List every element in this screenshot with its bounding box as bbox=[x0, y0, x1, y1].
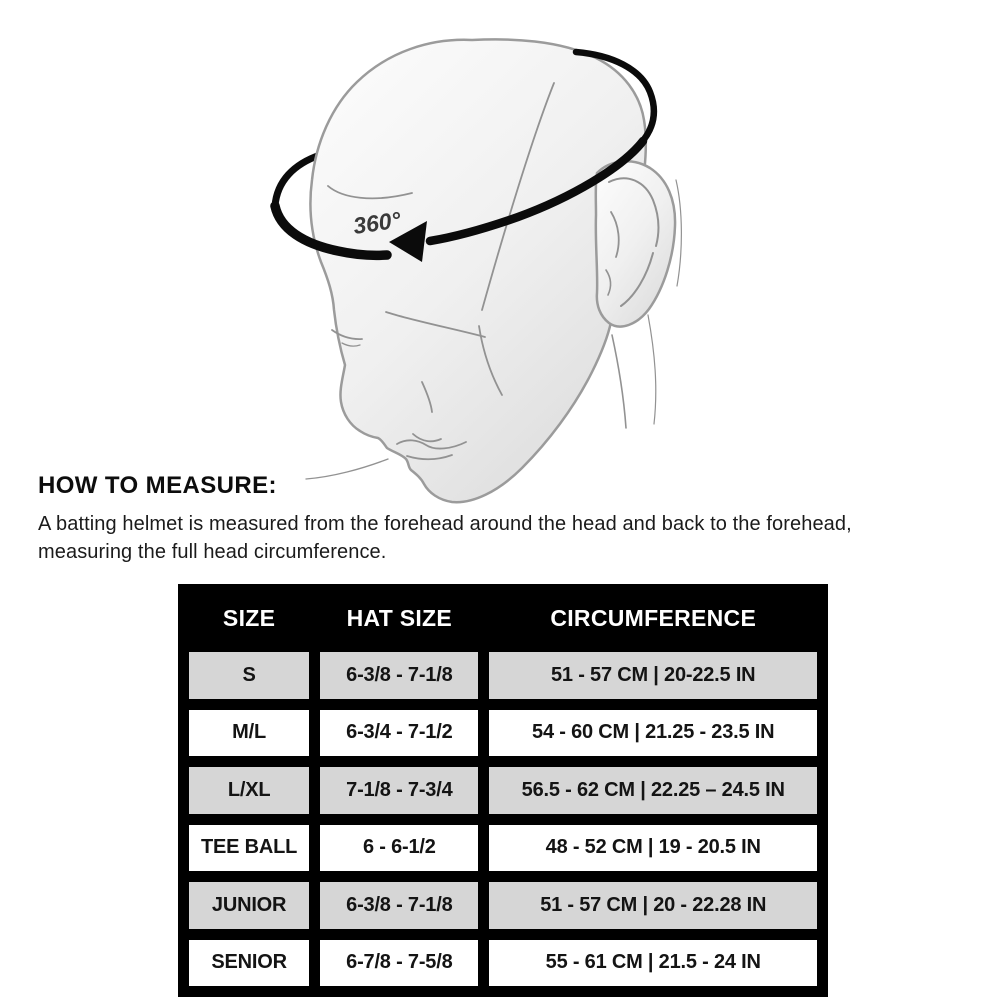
band-360-label: 360° bbox=[351, 206, 403, 239]
cell-junior-circumference: 51 - 57 CM | 20 - 22.28 IN bbox=[489, 882, 817, 929]
cell-m-l-circumference: 54 - 60 CM | 21.25 - 23.5 IN bbox=[489, 710, 817, 757]
how-to-measure-heading: HOW TO MEASURE: bbox=[38, 472, 277, 499]
size-table bbox=[178, 584, 828, 997]
cell-senior-circumference: 55 - 61 CM | 21.5 - 24 IN bbox=[489, 940, 817, 987]
cell-tee-ball-circumference: 48 - 52 CM | 19 - 20.5 IN bbox=[489, 825, 817, 872]
cell-s-hat-size: 6-3/8 - 7-1/8 bbox=[320, 652, 478, 699]
cell-m-l-size: M/L bbox=[189, 710, 309, 757]
cell-junior-size: JUNIOR bbox=[189, 882, 309, 929]
column-header-hat-size: HAT SIZE bbox=[346, 604, 453, 631]
cell-l-xl-circumference: 56.5 - 62 CM | 22.25 – 24.5 IN bbox=[489, 767, 817, 814]
cell-tee-ball-size: TEE BALL bbox=[189, 825, 309, 872]
cell-m-l-hat-size: 6-3/4 - 7-1/2 bbox=[320, 710, 478, 757]
column-header-circumference: CIRCUMFERENCE bbox=[550, 604, 757, 631]
ear bbox=[596, 161, 675, 326]
cell-s-circumference: 51 - 57 CM | 20-22.5 IN bbox=[489, 652, 817, 699]
cell-senior-size: SENIOR bbox=[189, 940, 309, 987]
cell-junior-hat-size: 6-3/8 - 7-1/8 bbox=[320, 882, 478, 929]
cell-s-size: S bbox=[189, 652, 309, 699]
cell-senior-hat-size: 6-7/8 - 7-5/8 bbox=[320, 940, 478, 987]
cell-l-xl-hat-size: 7-1/8 - 7-3/4 bbox=[320, 767, 478, 814]
column-header-size: SIZE bbox=[222, 604, 276, 631]
head-outline bbox=[306, 39, 681, 502]
cell-l-xl-size: L/XL bbox=[189, 767, 309, 814]
how-to-measure-description: A batting helmet is measured from the forehead around the head and back to the forehead, measuring the full head circumference. bbox=[38, 513, 852, 563]
head-measurement-illustration bbox=[260, 10, 700, 510]
cell-tee-ball-hat-size: 6 - 6-1/2 bbox=[320, 825, 478, 872]
